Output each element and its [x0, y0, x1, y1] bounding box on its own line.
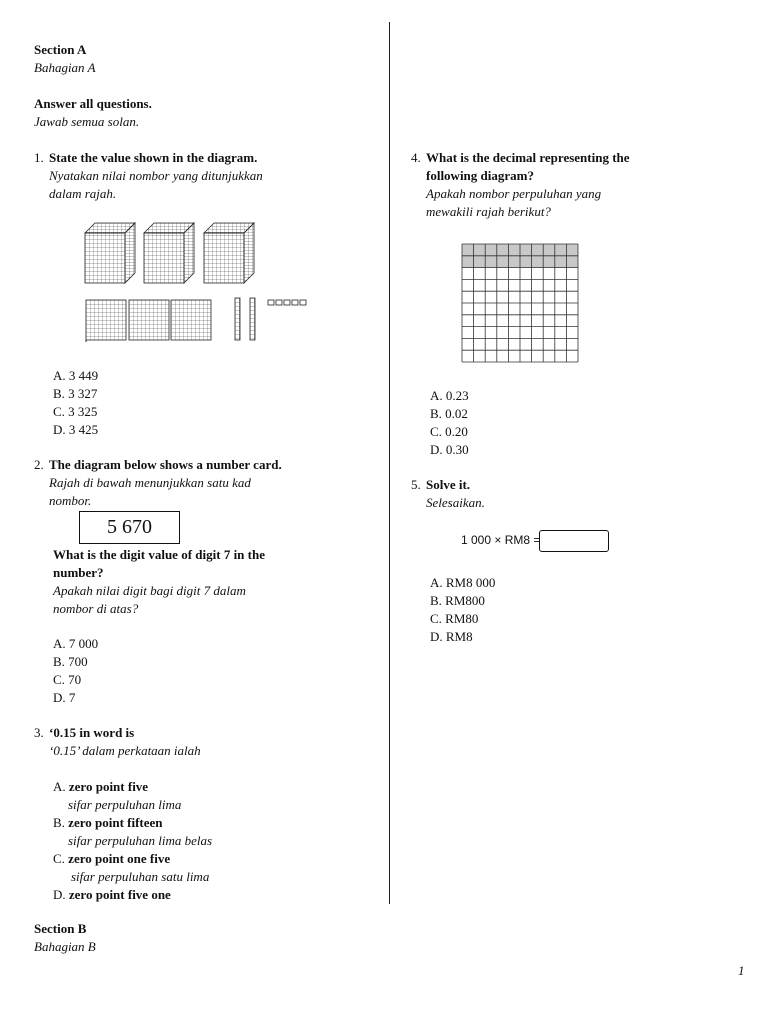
question-text-ms: Selesaikan. — [426, 495, 485, 510]
base-ten-blocks-diagram — [80, 218, 320, 346]
thousand-cube — [144, 223, 194, 283]
option-d[interactable]: D. 7 — [53, 690, 76, 705]
shaded-square — [555, 244, 567, 256]
shaded-square — [462, 244, 474, 256]
option-text: zero point fifteen — [68, 815, 163, 830]
section-b-title-ms: Bahagian B — [34, 939, 96, 954]
question-number: 2. — [34, 457, 44, 472]
q4-options — [411, 387, 711, 459]
option-text-ms: sifar perpuluhan lima belas — [68, 833, 213, 848]
option-b[interactable]: B. RM800 — [430, 593, 485, 608]
question-number: 1. — [34, 150, 44, 165]
q5-options — [411, 574, 711, 646]
section-a-title-ms: Bahagian A — [34, 60, 96, 75]
shaded-square — [566, 244, 578, 256]
option-d[interactable]: D. RM8 — [430, 629, 473, 644]
option-a[interactable]: A. RM8 000 — [430, 575, 496, 590]
page-number: 1 — [738, 963, 745, 978]
option-d[interactable]: D. 3 425 — [53, 422, 99, 437]
hundred-square-grid — [461, 243, 579, 363]
shaded-square — [520, 256, 532, 268]
question-4 — [411, 149, 741, 221]
question-text: Solve it. — [426, 477, 471, 492]
question-text-ms: nombor. — [49, 493, 92, 508]
question-text: What is the decimal representing the — [426, 150, 630, 165]
option-c[interactable]: C. RM80 — [430, 611, 479, 626]
option-c[interactable] — [53, 850, 364, 868]
question-2 — [34, 456, 354, 510]
option-a[interactable] — [53, 778, 364, 796]
hundred-flat — [171, 300, 211, 340]
section-b-heading — [34, 920, 96, 956]
q1-options — [34, 367, 334, 439]
instruction: Answer all questions. — [34, 96, 152, 111]
option-text: zero point one five — [68, 851, 171, 866]
hundred-flat — [86, 300, 126, 342]
question-text-ms: mewakili rajah berikut? — [426, 204, 551, 219]
equation: 1 000 × RM8 = — [461, 533, 541, 547]
option-letter: A. — [53, 779, 66, 794]
question-text-ms: ‘0.15’ dalam perkataan ialah — [49, 743, 201, 758]
sub-question-text: What is the digit value of digit 7 in the — [53, 547, 265, 562]
option-text: zero point five one — [68, 887, 171, 902]
option-text-ms: sifar perpuluhan lima — [68, 797, 182, 812]
option-text-ms: sifar perpuluhan satu lima — [71, 869, 210, 884]
question-text: following diagram? — [426, 168, 534, 183]
shaded-square — [543, 256, 555, 268]
shaded-square — [508, 244, 520, 256]
question-number: 5. — [411, 477, 421, 492]
option-letter: B. — [53, 815, 65, 830]
question-text-ms: Rajah di bawah menunjukkan satu kad — [49, 475, 251, 490]
sub-question-text-ms: Apakah nilai digit bagi digit 7 dalam — [53, 583, 246, 598]
shaded-square — [566, 256, 578, 268]
question-text: ‘0.15 in word is — [49, 725, 135, 740]
option-b[interactable] — [53, 814, 364, 832]
shaded-square — [497, 256, 509, 268]
option-b[interactable]: B. 0.02 — [430, 406, 468, 421]
ten-rod — [250, 298, 255, 340]
option-a[interactable]: A. 3 449 — [53, 368, 99, 383]
ten-rod — [235, 298, 240, 340]
sub-question-text-ms: nombor di atas? — [53, 601, 139, 616]
option-b[interactable]: B. 3 327 — [53, 386, 98, 401]
left-column — [34, 41, 374, 203]
shaded-square — [520, 244, 532, 256]
section-b-title: Section B — [34, 921, 87, 936]
option-d[interactable] — [53, 886, 364, 904]
number-card: 5 670 — [79, 511, 180, 544]
question-number: 4. — [411, 150, 421, 165]
option-letter: C. — [53, 851, 65, 866]
question-text-ms: dalam rajah. — [49, 186, 117, 201]
shaded-square — [485, 244, 497, 256]
shaded-square — [508, 256, 520, 268]
option-c[interactable]: C. 0.20 — [430, 424, 468, 439]
question-number: 3. — [34, 725, 44, 740]
question-5 — [411, 476, 711, 512]
sub-question-text: number? — [53, 565, 104, 580]
shaded-square — [532, 244, 544, 256]
question-2-sub — [53, 546, 353, 618]
option-letter: D. — [53, 887, 66, 902]
shaded-square — [474, 256, 486, 268]
instruction-ms: Jawab semua solan. — [34, 114, 140, 129]
question-1 — [34, 149, 374, 203]
question-text: State the value shown in the diagram. — [49, 150, 258, 165]
option-c[interactable]: C. 70 — [53, 672, 82, 687]
shaded-square — [555, 256, 567, 268]
ones-cubes — [268, 300, 306, 305]
option-d[interactable]: D. 0.30 — [430, 442, 469, 457]
shaded-square — [532, 256, 544, 268]
shaded-square — [474, 244, 486, 256]
section-a-title: Section A — [34, 42, 87, 57]
shaded-square — [497, 244, 509, 256]
thousand-cube — [204, 223, 254, 283]
option-c[interactable]: C. 3 325 — [53, 404, 98, 419]
option-text: zero point five — [68, 779, 149, 794]
column-divider — [389, 22, 390, 904]
shaded-square — [462, 256, 474, 268]
option-b[interactable]: B. 700 — [53, 654, 88, 669]
question-text: The diagram below shows a number card. — [49, 457, 282, 472]
shaded-square — [485, 256, 497, 268]
option-a[interactable]: A. 7 000 — [53, 636, 99, 651]
q2-options — [34, 635, 334, 707]
thousand-cube — [85, 223, 135, 283]
question-text-ms: Apakah nombor perpuluhan yang — [426, 186, 602, 201]
question-3 — [34, 724, 364, 904]
shaded-square — [543, 244, 555, 256]
answer-box[interactable] — [539, 530, 609, 552]
hundred-flat — [129, 300, 169, 340]
question-text-ms: Nyatakan nilai nombor yang ditunjukkan — [49, 168, 263, 183]
option-a[interactable]: A. 0.23 — [430, 388, 469, 403]
